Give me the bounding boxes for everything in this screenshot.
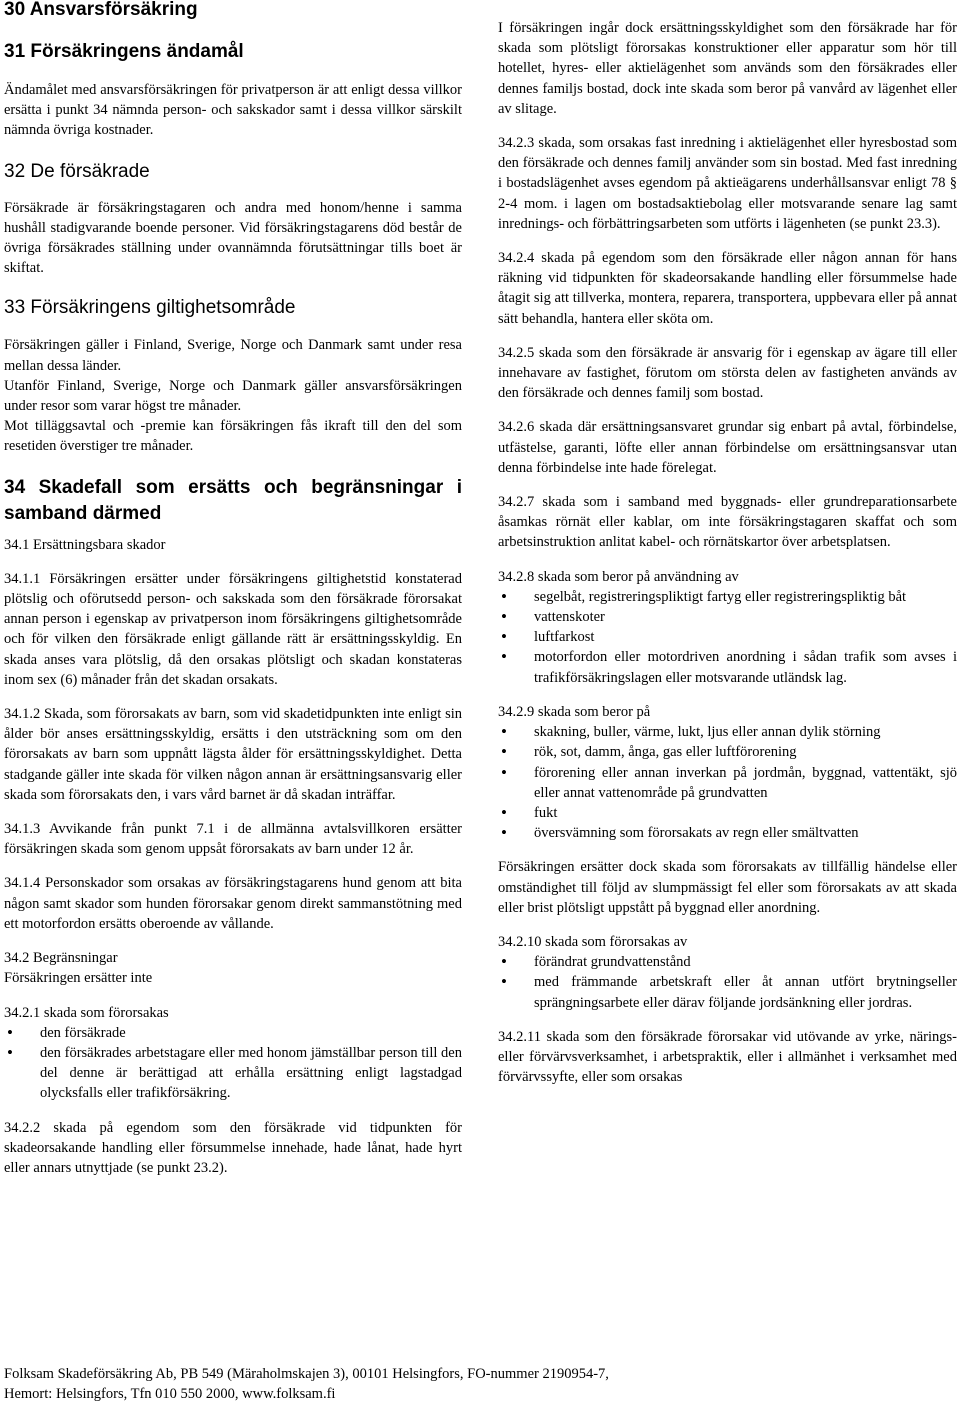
paragraph-34-2-11: 34.2.11 skada som den försäkrade förorsakar vid utövande av yrke, närings- eller förvärvsverksamhet, i arbetspraktik, eller i allmänhet i verksamhet med förvärvssyfte, eller som orsakas: [498, 1028, 957, 1086]
paragraph-31: Ändamålet med ansvarsförsäkringen för privatperson är att enligt dessa villkor ersätta i punkt 34 nämnda person- och sakskador samt i dessa villkor särskilt nämnda övriga kostnader.: [4, 82, 462, 139]
list-item: • vattenskoter: [498, 607, 957, 627]
list-item: • översvämning som förorsakats av regn eller smältvatten: [498, 823, 957, 843]
list-item: • den försäkrades arbetstagare eller med honom jämställbar person till den del denne är berättigad att erhålla ersättning enligt lagstadgad olycksfalls eller trafikförsäkring.: [4, 1043, 462, 1104]
paragraph-34-2-6: 34.2.6 skada där ersättningsansvaret grundar sig enbart på avtal, förbindelse, utfästelse, garanti, löfte eller annan förbindelse om ersättningsansvar utan denna förbindelse inte hade förelegat.: [498, 419, 957, 476]
heading-30: 30 Ansvarsförsäkring: [4, 0, 198, 20]
paragraph-34-2-9-cont: Försäkringen ersätter dock skada som förorsakats av tillfällig händelse eller omständighet till följd av slumpmässigt fel eller som förorsakats av att skada eller brist plötsligt uppstått på byggnad eller anordning.: [498, 859, 957, 916]
list-item: • med främmande arbetskraft eller åt annan utfört brytningseller sprängningsarbete eller därav följande jordsänkning eller jordras.: [498, 972, 957, 1012]
list-item: • segelbåt, registreringspliktigt fartyg eller registreringspliktig båt: [498, 587, 957, 607]
paragraph-34-2-1: 34.2.1 skada som förorsakas: [4, 1004, 169, 1021]
paragraph-33b: Utanför Finland, Sverige, Norge och Danmark gäller ansvarsförsäkringen under resor som varar högst tre månader.: [4, 377, 462, 415]
paragraph-32: Försäkrade är försäkringstagaren och andra med honom/henne i samma hushåll stadigvarande boende personer. Vid försäkringstagarens död består de övriga försäkrades ställning under ovannämnda förutsättningar tills boet är skiftat.: [4, 199, 462, 277]
heading-33: 33 Försäkringens giltighetsområde: [4, 297, 296, 319]
list-item: • skakning, buller, värme, lukt, ljus eller annan dylik störning: [498, 722, 957, 742]
list-34-2-9: [498, 722, 957, 843]
paragraph-34-2-10: 34.2.10 skada som förorsakas av: [498, 933, 688, 950]
list-item: • den försäkrade: [4, 1023, 462, 1043]
paragraph-33a: Försäkringen gäller i Finland, Sverige, Norge och Danmark samt under resa mellan dessa länder.: [4, 337, 462, 374]
paragraph-34-2-3: 34.2.3 skada, som orsakas fast inredning i aktielägenhet eller hyresbostad som den försäkrade och dennes familj använder som sin bostad. Med fast inredning i bostadslägenhet avses egendom på aktieägarens underhållsansvar enligt 78 § 2-4 mom. i lagen om bostadsaktiebolag eller motsvarande senare lag samt inrednings- och förbättringsarbeten som utförts i lägenheten (se punkt 23.3).: [498, 135, 957, 232]
paragraph-34-2-9: 34.2.9 skada som beror på: [498, 703, 651, 720]
paragraph-34-2-8: 34.2.8 skada som beror på användning av: [498, 568, 739, 585]
paragraph-34-2-5: 34.2.5 skada som den försäkrade är ansvarig för i egenskap av ägare till eller innehavare av fastighet, förutom om största delen av fastigheten används av den försäkrade och dennes familj som bostad.: [498, 344, 957, 402]
list-34-2-1: [4, 1023, 462, 1104]
paragraph-34-2-2-cont: I försäkringen ingår dock ersättningsskyldighet som den försäkrade har för skada som plötsligt förorsakas konstruktioner eller apparatur som hör till hotellet, hyres- eller aktielägenhet som används som den försäkrades eller dennes familjs bostad, dock inte skada som beror på vanvård av lägenhet eller av slitage.: [498, 20, 957, 117]
paragraph-34-2: 34.2 Begränsningar: [4, 950, 118, 967]
list-item: • förorening eller annan inverkan på jordmån, byggnad, vattentäkt, sjö eller annat vattenområde på grundvatten: [498, 763, 957, 803]
list-item: • fukt: [498, 803, 957, 823]
list-item: • luftfarkost: [498, 627, 957, 647]
paragraph-33c: Mot tilläggsavtal och -premie kan försäkringen fås ikraft till den del som resetiden överstiger tre månader.: [4, 418, 462, 455]
page-footer: [4, 1364, 944, 1404]
list-item: • motorfordon eller motordriven anordning i sådan trafik som avses i trafikförsäkringslagen eller motsvarande utländsk lag.: [498, 647, 957, 687]
paragraph-34-1: 34.1 Ersättningsbara skador: [4, 536, 166, 553]
paragraph-34-2-7: 34.2.7 skada som i samband med byggnads- eller grundreparationsarbete åsamkas rörnät eller kablar, om inte försäkringstagaren skaffat och som arbetsinstruktion anlitat kabel- och rörnätskartor över arbetsplatsen.: [498, 494, 957, 551]
paragraph-34-1-2: 34.1.2 Skada, som förorsakats av barn, som vid skadetidpunkten inte enligt sin ålder bör anses ersättningsskyldig, ersätts i den utsträckning som om den förorsakats av barn som uppnått lägsta ålder för ersättningsskyldighet. Detta stadgande gäller inte skada för vilken någon annan är ersättningsansvarig eller skada som förorsakats den, i vars vård barnet är då skadan inträffar.: [4, 706, 462, 803]
paragraph-34-1-4: 34.1.4 Personskador som orsakas av försäkringstagarens hund genom att bita någon samt skador som hunden förorsakar genom direkt sammanstötning med ett motorfordon ersätts oberoende av vållande.: [4, 875, 462, 932]
paragraph-34-1-3: 34.1.3 Avvikande från punkt 7.1 i de allmänna avtalsvillkoren ersätter försäkringen skada som genom uppsåt förorsakats av barn under 12 år.: [4, 821, 462, 858]
paragraph-34-2-4: 34.2.4 skada på egendom som den försäkrade eller någon annan för hans räkning vid tidpunkten för skadeorsakande handling eller försummelse hade åtagit sig att tillverka, montera, reparera, transportera, uppbevara eller på annat sätt behandla, hantera eller sköta om.: [498, 250, 957, 327]
list-34-2-10: [498, 952, 957, 1013]
paragraph-34-2-2: 34.2.2 skada på egendom som den försäkrade vid tidpunkten för skadeorsakande handling eller försummelse innehade, hade lånat, hade hyrt eller annars utnyttjade (se punkt 23.2).: [4, 1119, 462, 1176]
footer-line-1: Folksam Skadeförsäkring Ab, PB 549 (Märaholmskajen 3), 00101 Helsingfors, FO-nummer 2190954-7,: [4, 1366, 609, 1382]
left-column: [4, 0, 462, 1178]
heading-31: 31 Försäkringens ändamål: [4, 41, 244, 62]
right-column: [498, 0, 957, 1087]
paragraph-34-1-1: 34.1.1 Försäkringen ersätter under försäkringens giltighetstid konstaterad plötslig och oförutsedd person- och sakskada som den försäkrade förorsakat annan person i egenskap av privatperson inom försäkringens giltighetsområde och för vilken den försäkrade enligt gällande rätt är ersättningsskyldig. En skada anses vara plötslig, då den orsakas plötsligt och skadan konstateras inom sex (6) månader från det skadan orsakats.: [4, 570, 462, 688]
list-item: • förändrat grundvattenstånd: [498, 952, 957, 972]
paragraph-34-2-intro: Försäkringen ersätter inte: [4, 970, 153, 987]
list-34-2-8: [498, 587, 957, 688]
heading-34: 34 Skadefall som ersätts och begränsningar i samband därmed: [4, 476, 462, 524]
heading-32: 32 De försäkrade: [4, 160, 150, 182]
list-item: • rök, sot, damm, ånga, gas eller luftförorening: [498, 742, 957, 762]
footer-line-2: Hemort: Helsingfors, Tfn 010 550 2000, www.folksam.fi: [4, 1386, 336, 1402]
